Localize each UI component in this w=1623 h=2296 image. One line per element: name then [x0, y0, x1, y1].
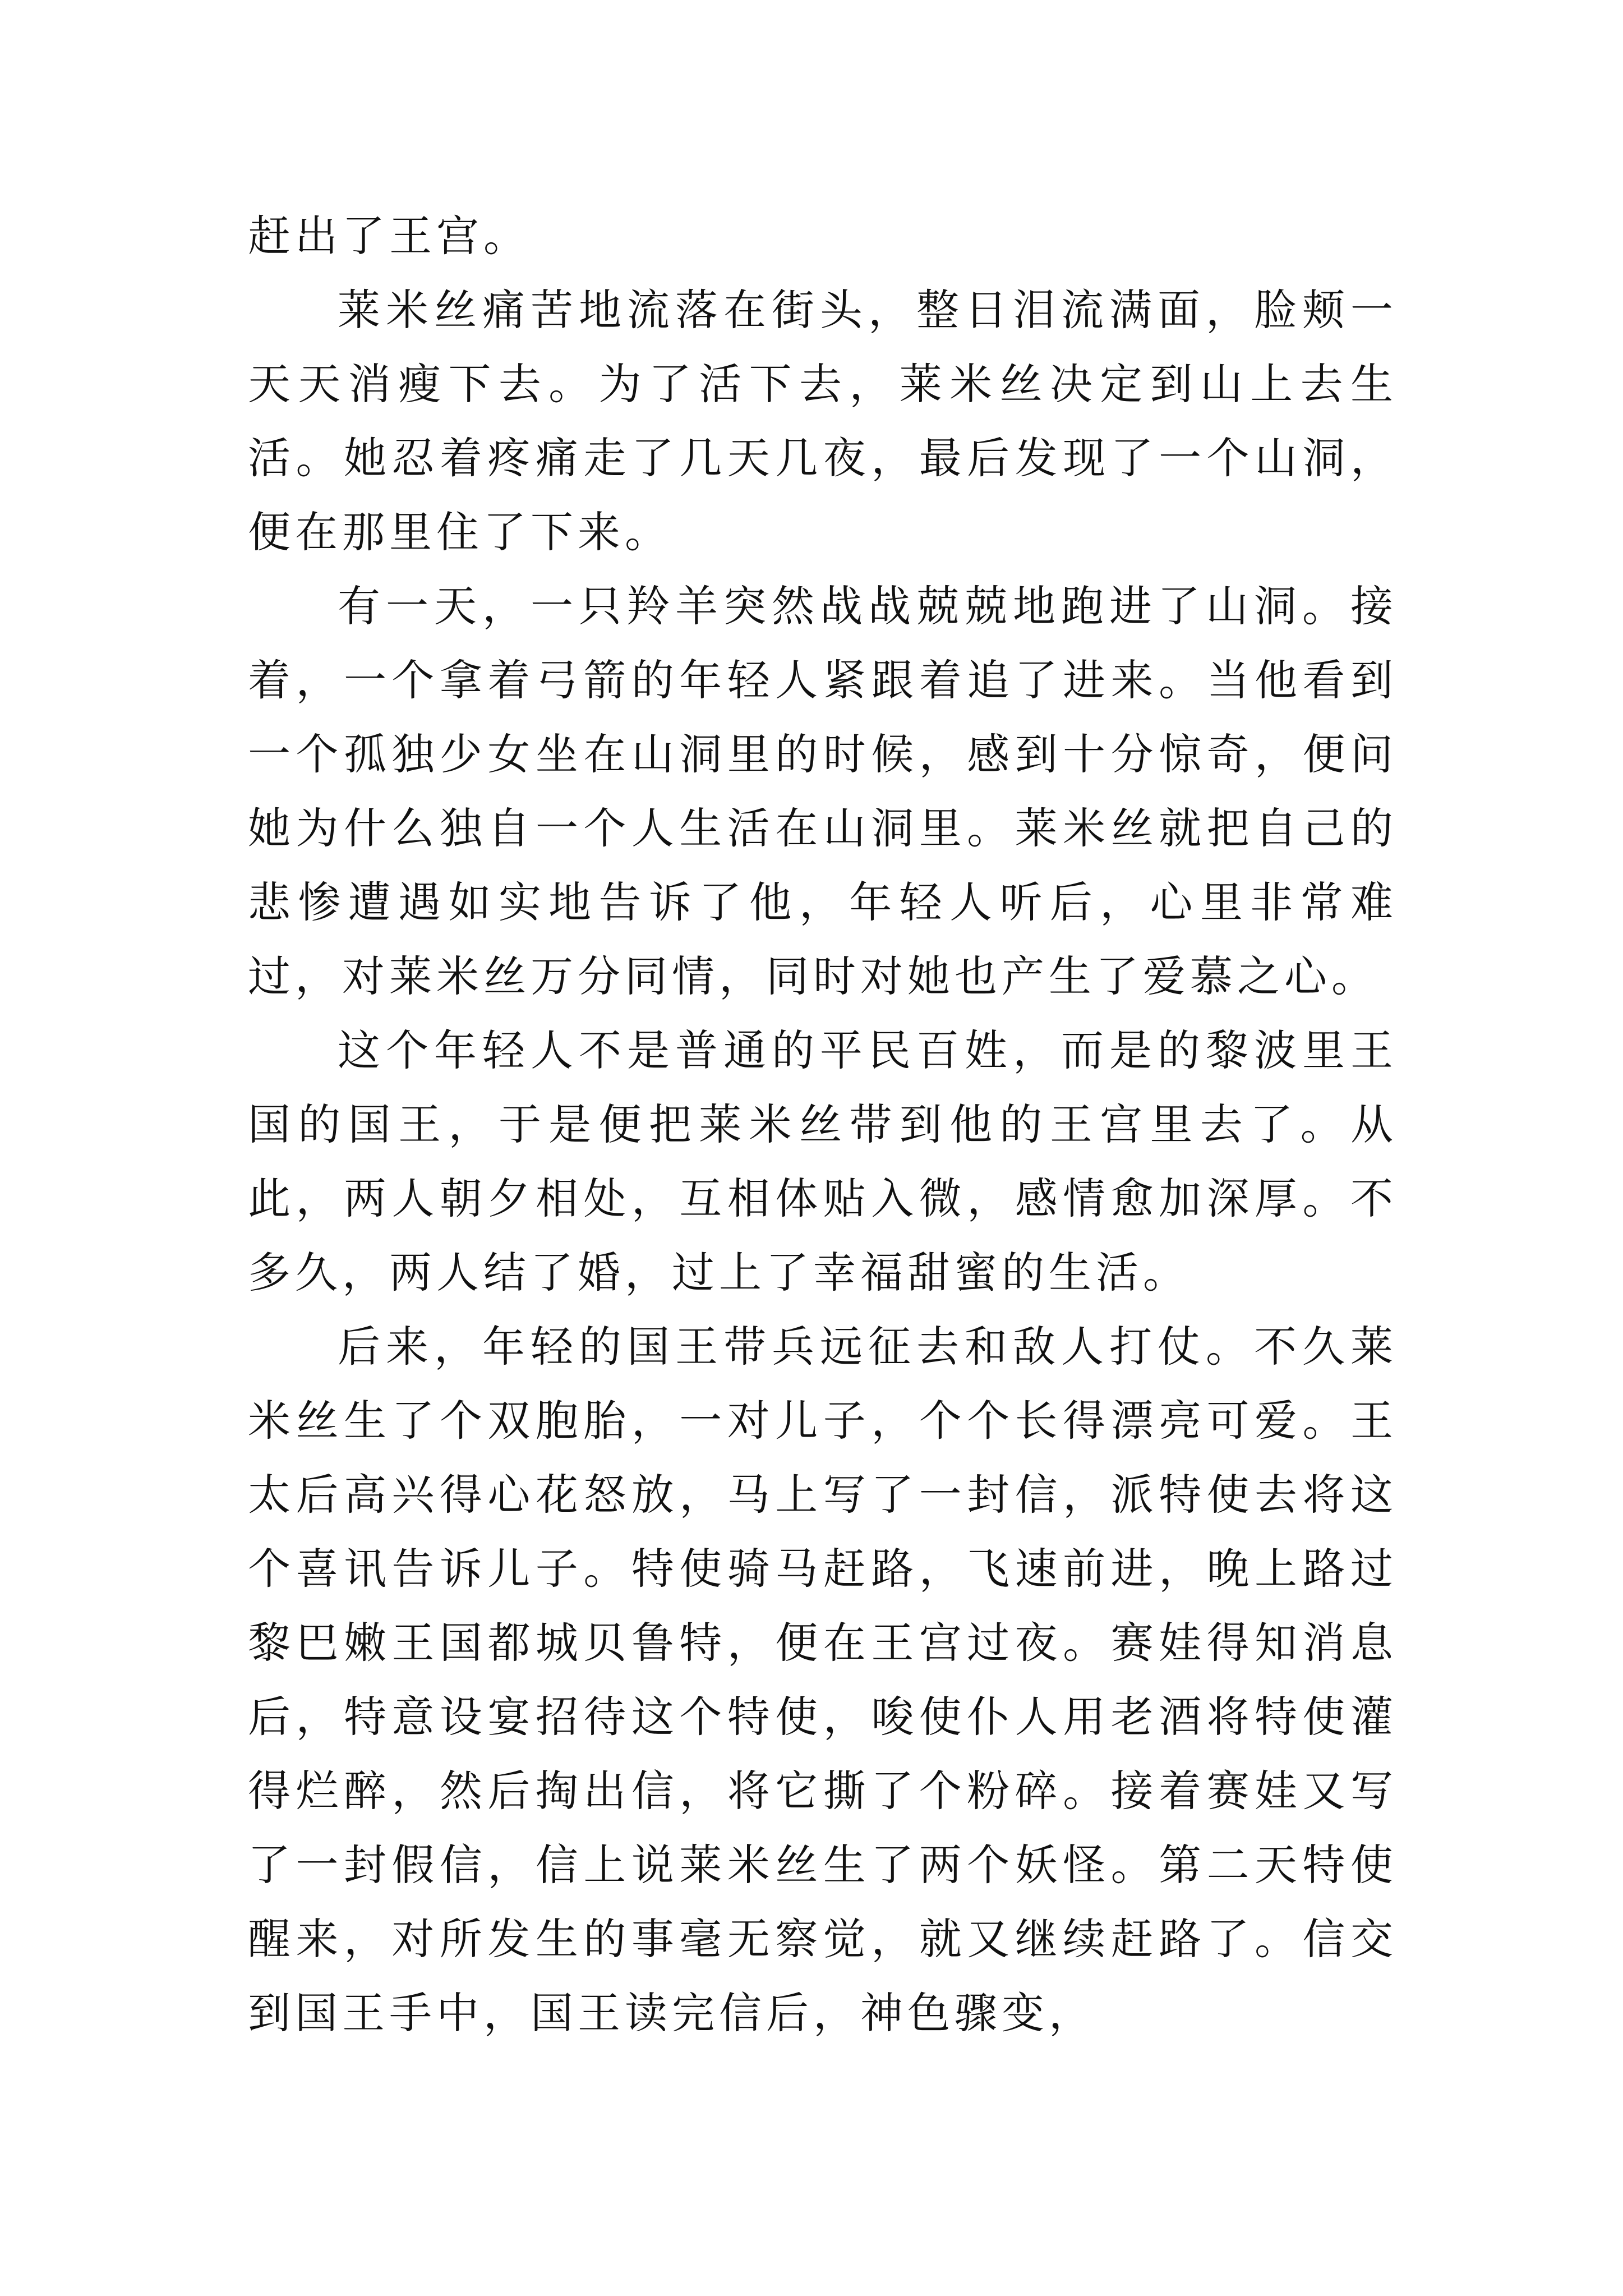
- body-text: [248, 199, 1398, 2050]
- paragraph: 莱米丝痛苦地流落在街头，整日泪流满面，脸颊一天天消瘦下去。为了活下去，莱米丝决定到山上去生活。她忍着疼痛走了几天几夜，最后发现了一个山洞，便在那里住了下来。: [248, 285, 1398, 557]
- paragraph-continuation: 赶出了王宫。: [248, 211, 531, 261]
- paragraph: 有一天，一只羚羊突然战战兢兢地跑进了山洞。接着，一个拿着弓箭的年轻人紧跟着追了进来。当他看到一个孤独少女坐在山洞里的时候，感到十分惊奇，便问她为什么独自一个人生活在山洞里。莱米丝就把自己的悲惨遭遇如实地告诉了他，年轻人听后，心里非常难过，对莱米丝万分同情，同时对她也产生了爱慕之心。: [248, 581, 1398, 1001]
- paragraph: 这个年轻人不是普通的平民百姓，而是的黎波里王国的国王，于是便把莱米丝带到他的王宫里去了。从此，两人朝夕相处，互相体贴入微，感情愈加深厚。不多久，两人结了婚，过上了幸福甜蜜的生活。: [248, 1025, 1398, 1297]
- paragraph: 后来，年轻的国王带兵远征去和敌人打仗。不久莱米丝生了个双胞胎，一对儿子，个个长得漂亮可爱。王太后高兴得心花怒放，马上写了一封信，派特使去将这个喜讯告诉儿子。特使骑马赶路，飞速前进，晚上路过黎巴嫩王国都城贝鲁特，便在王宫过夜。赛娃得知消息后，特意设宴招待这个特使，唆使仆人用老酒将特使灌得烂醉，然后掏出信，将它撕了个粉碎。接着赛娃又写了一封假信，信上说莱米丝生了两个妖怪。第二天特使醒来，对所发生的事毫无察觉，就又继续赶路了。信交到国王手中，国王读完信后，神色骤变，: [248, 1322, 1398, 2038]
